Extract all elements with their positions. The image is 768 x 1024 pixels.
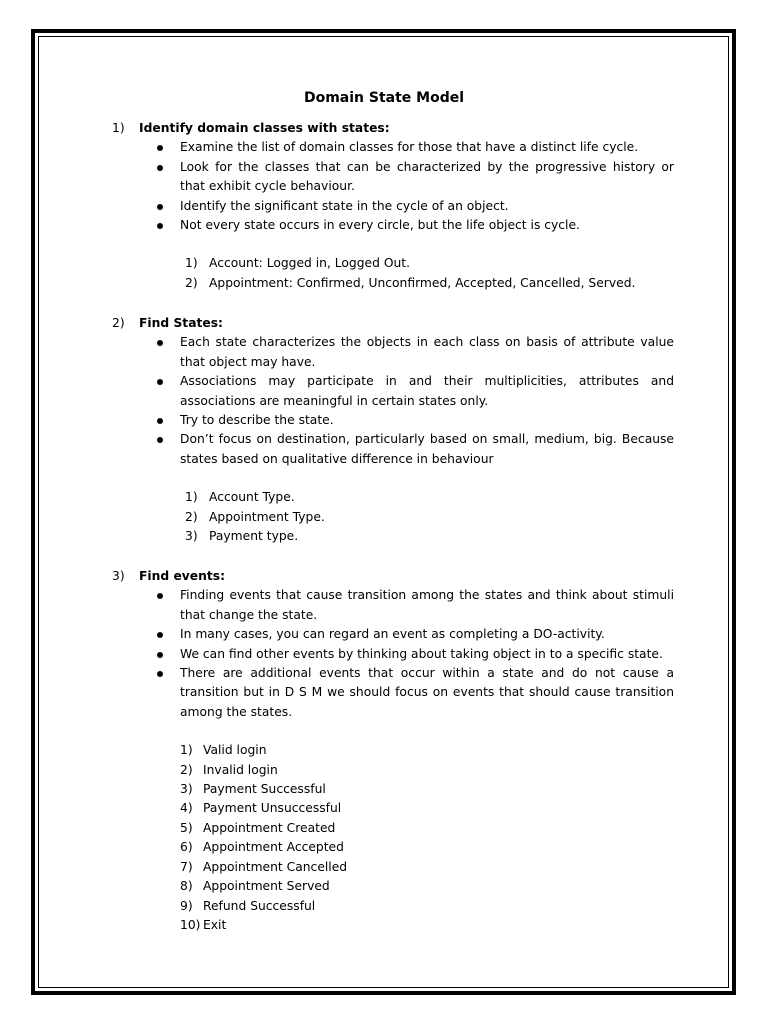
bullet-icon — [157, 165, 163, 171]
section-heading — [112, 314, 682, 333]
list-item: 1) Account: Logged in, Logged Out. — [185, 256, 411, 271]
list-item: 6) Appointment Accepted — [180, 840, 344, 855]
numbered-list — [112, 741, 682, 935]
section-heading-text: Find events: — [139, 569, 226, 583]
section-find-events — [112, 567, 682, 935]
page-title: Domain State Model — [303, 90, 465, 106]
section-heading-text: Find States: — [139, 316, 223, 330]
bullet-item: Associations may participate in and their multiplicities, attributes and associations are meaningful in certain states only. — [112, 372, 674, 411]
bullet-icon — [157, 340, 163, 346]
list-item: 9) Refund Successful — [180, 898, 316, 913]
section-heading — [112, 567, 682, 586]
list-item: 3) Payment type. — [185, 529, 299, 544]
bullet-list — [112, 138, 682, 235]
list-item: 2) Appointment: Confirmed, Unconfirmed, Accepted, Cancelled, Served. — [185, 275, 636, 290]
section-number: 3) — [112, 569, 125, 583]
bullet-icon — [157, 418, 163, 424]
bullet-icon — [157, 204, 163, 210]
section-number: 1) — [112, 121, 125, 135]
bullet-icon — [157, 379, 163, 385]
section-identify-classes — [112, 119, 682, 293]
section-number: 2) — [112, 316, 125, 330]
bullet-list — [112, 333, 682, 469]
list-item: 4) Payment Unsuccessful — [180, 801, 342, 816]
list-item: 1) Account Type. — [185, 490, 295, 505]
bullet-icon — [157, 437, 163, 443]
bullet-icon — [157, 223, 163, 229]
list-item: 5) Appointment Created — [180, 820, 336, 835]
bullet-icon — [157, 632, 163, 638]
bullet-icon — [157, 593, 163, 599]
bullet-icon — [157, 652, 163, 658]
bullet-item: Finding events that cause transition among the states and think about stimuli that change the state. — [112, 586, 674, 625]
bullet-item: In many cases, you can regard an event as completing a DO-activity. — [112, 625, 674, 644]
list-item: 8) Appointment Served — [180, 879, 330, 894]
bullet-icon — [157, 671, 163, 677]
bullet-list — [112, 586, 682, 722]
section-heading-text: Identify domain classes with states: — [139, 121, 390, 135]
bullet-item: There are additional events that occur within a state and do not cause a transition but in D S M we should focus on events that should cause transition among the states. — [112, 664, 674, 722]
list-item: 10) Exit — [180, 917, 227, 932]
section-find-states — [112, 314, 682, 546]
bullet-icon — [157, 145, 163, 151]
bullet-item: Not every state occurs in every circle, but the life object is cycle. — [112, 216, 674, 235]
list-item: 7) Appointment Cancelled — [180, 859, 348, 874]
bullet-item: We can find other events by thinking about taking object in to a specific state. — [112, 645, 674, 664]
bullet-item: Identify the significant state in the cycle of an object. — [112, 197, 674, 216]
numbered-list — [112, 488, 682, 546]
bullet-item: Each state characterizes the objects in each class on basis of attribute value that object may have. — [112, 333, 674, 372]
list-item: 2) Invalid login — [180, 762, 278, 777]
numbered-list — [112, 254, 682, 293]
bullet-item: Don’t focus on destination, particularly based on small, medium, big. Because states based on qualitative difference in behaviour — [112, 430, 674, 469]
bullet-item: Examine the list of domain classes for those that have a distinct life cycle. — [112, 138, 674, 157]
list-item: 2) Appointment Type. — [185, 509, 325, 524]
section-heading — [112, 119, 682, 138]
bullet-item: Try to describe the state. — [112, 411, 674, 430]
bullet-item: Look for the classes that can be characterized by the progressive history or that exhibit cycle behaviour. — [112, 158, 674, 197]
list-item: 1) Valid login — [180, 743, 267, 758]
list-item: 3) Payment Successful — [180, 782, 326, 797]
